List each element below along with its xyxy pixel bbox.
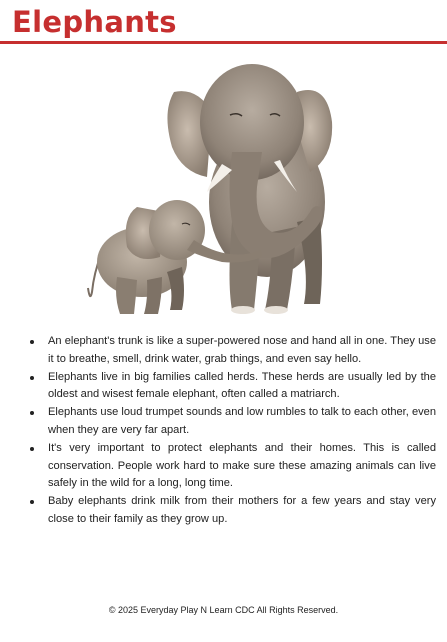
copyright-footer: © 2025 Everyday Play N Learn CDC All Rights Reserved. <box>108 605 339 615</box>
list-item <box>38 333 436 368</box>
facts-list <box>28 333 436 529</box>
fact-text: It's very important to protect elephants and their homes. This is called conservation. People work hard to make sure these amazing animals can live safely in the wild for a long, long time. <box>48 442 436 490</box>
fact-text: Elephants use loud trumpet sounds and low rumbles to talk to each other, even when they are very far apart. <box>48 406 436 436</box>
page-title: Elephants <box>12 5 177 39</box>
list-item <box>38 440 436 493</box>
elephants-illustration <box>82 52 352 324</box>
fact-text: Elephants live in big families called herds. These herds are usually led by the oldest and wisest female elephant, often called a matriarch. <box>48 370 436 401</box>
bullet-icon <box>30 447 34 451</box>
adult-elephant <box>167 64 332 314</box>
page-header <box>0 0 447 46</box>
fact-text: An elephant's trunk is like a super-powered nose and hand all in one. They use it to breathe, smell, drink water, grab things, and even say hello. <box>48 335 436 365</box>
list-item <box>38 404 436 439</box>
bullet-icon <box>30 500 34 504</box>
fact-text: Baby elephants drink milk from their mothers for a few years and stay very close to their family as they grow up. <box>48 495 436 525</box>
list-item <box>38 493 436 528</box>
title-underline <box>0 41 447 44</box>
list-item <box>38 369 436 404</box>
bullet-icon <box>30 376 34 380</box>
bullet-icon <box>30 340 34 344</box>
bullet-icon <box>30 411 34 415</box>
